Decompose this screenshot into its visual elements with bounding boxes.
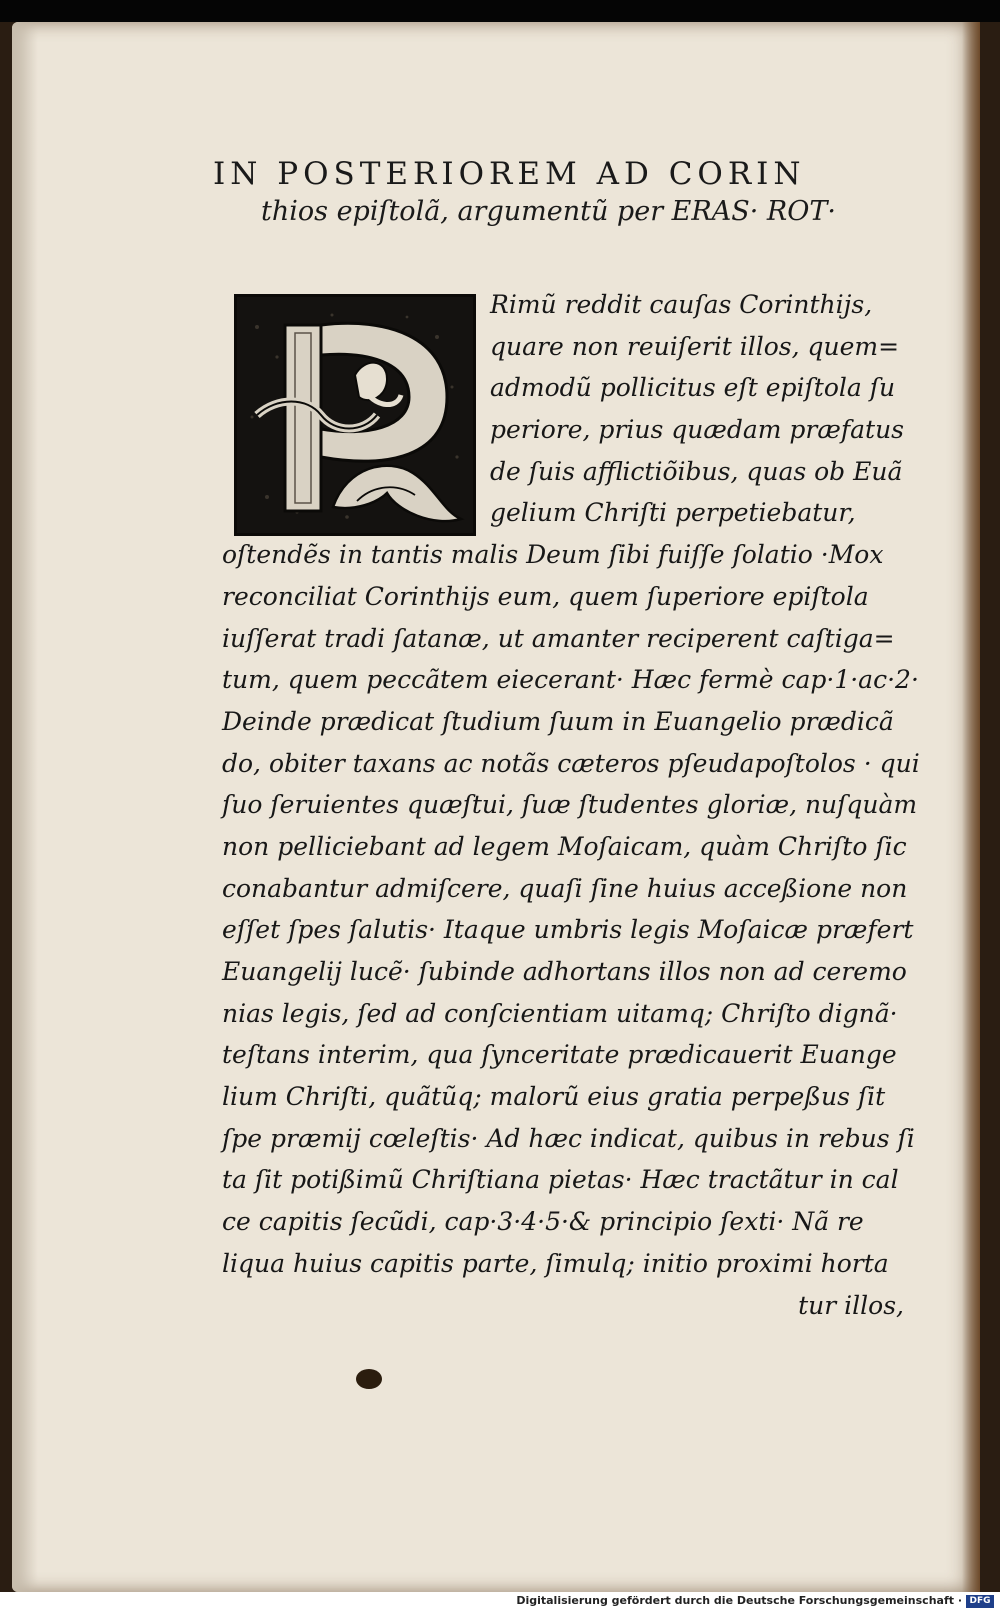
text-line: admodũ pollicitus eſt epiſtola ſu bbox=[490, 373, 896, 403]
text-line: Deinde prædicat ſtudium ſuum in Euangelio prædicã bbox=[222, 706, 894, 736]
text-line: Euangelij lucẽ· ſubinde adhortans illos non ad ceremo bbox=[222, 957, 907, 986]
text-line: ce capitis ſecũdi, cap·3·4·5·& principio ſexti· Nã re bbox=[222, 1207, 864, 1237]
text-line: tum, quem peccãtem eiecerant· Hæc fermè cap·1·ac·2· bbox=[222, 665, 919, 695]
page-heading bbox=[213, 155, 893, 231]
page-gutter-shadow bbox=[12, 22, 38, 1592]
text-line: ta ſit potißimũ Chriſtiana pietas· Hæc tractãtur in cal bbox=[222, 1165, 899, 1195]
heading-line-2: thios epiſtolã, argumentũ per ERAS· ROT· bbox=[261, 196, 836, 227]
body-text bbox=[222, 284, 920, 1326]
text-line: lium Chriſti, quãtũq; malorũ eius gratia perpeßus ſit bbox=[222, 1082, 886, 1112]
footer-credit: Digitalisierung gefördert durch die Deutsche Forschungsgemeinschaft · bbox=[516, 1594, 962, 1607]
text-line: Rimũ reddit cauſas Corinthijs, bbox=[490, 290, 873, 319]
page-edge-shadow bbox=[962, 22, 980, 1592]
text-line: periore, prius quædam præfatus bbox=[490, 415, 905, 445]
text-line: non pelliciebant ad legem Moſaicam, quàm Chriſto ſic bbox=[222, 831, 907, 861]
text-line: gelium Chriſti perpetiebatur, bbox=[490, 498, 856, 528]
text-line: teſtans interim, qua ſynceritate prædicauerit Euange bbox=[222, 1040, 897, 1070]
heading-line-1: IN POSTERIOREM AD CORIN bbox=[213, 156, 806, 192]
text-line: quare non reuiſerit illos, quem= bbox=[490, 331, 900, 361]
scan-top-edge bbox=[0, 0, 1000, 22]
ink-blot bbox=[356, 1369, 382, 1389]
text-line: ſuo ſeruientes quæſtui, ſuæ ſtudentes gloriæ, nuſquàm bbox=[222, 790, 918, 820]
text-line: oſtendẽs in tantis malis Deum ſibi fuiſſe ſolatio ·Mox bbox=[222, 540, 884, 570]
text-line: iuſſerat tradi ſatanæ, ut amanter reciperent caſtiga= bbox=[222, 623, 895, 653]
text-line: liqua huius capitis parte, ſimulq; initio proximi horta bbox=[222, 1248, 889, 1278]
catchword-line: tur illos, bbox=[798, 1290, 904, 1320]
text-line: de ſuis afflictiõibus, quas ob Euã bbox=[490, 456, 903, 486]
text-line: eſſet ſpes ſalutis· Itaque umbris legis Moſaicæ præfert bbox=[222, 915, 914, 945]
text-line: reconciliat Corinthijs eum, quem ſuperiore epiſtola bbox=[222, 581, 869, 611]
dfg-logo-icon: DFG bbox=[966, 1595, 994, 1608]
text-line: conabantur admiſcere, quaſi ſine huius acceßione non bbox=[222, 873, 908, 903]
digitization-footer bbox=[0, 1592, 1000, 1611]
text-line: do, obiter taxans ac notãs cæteros pſeudapoſtolos · qui bbox=[222, 748, 920, 778]
text-line: ſpe præmij cœleſtis· Ad hæc indicat, quibus in rebus ſi bbox=[222, 1123, 915, 1153]
text-line: nias legis, ſed ad conſcientiam uitamq; Chriſto dignã· bbox=[222, 998, 898, 1028]
